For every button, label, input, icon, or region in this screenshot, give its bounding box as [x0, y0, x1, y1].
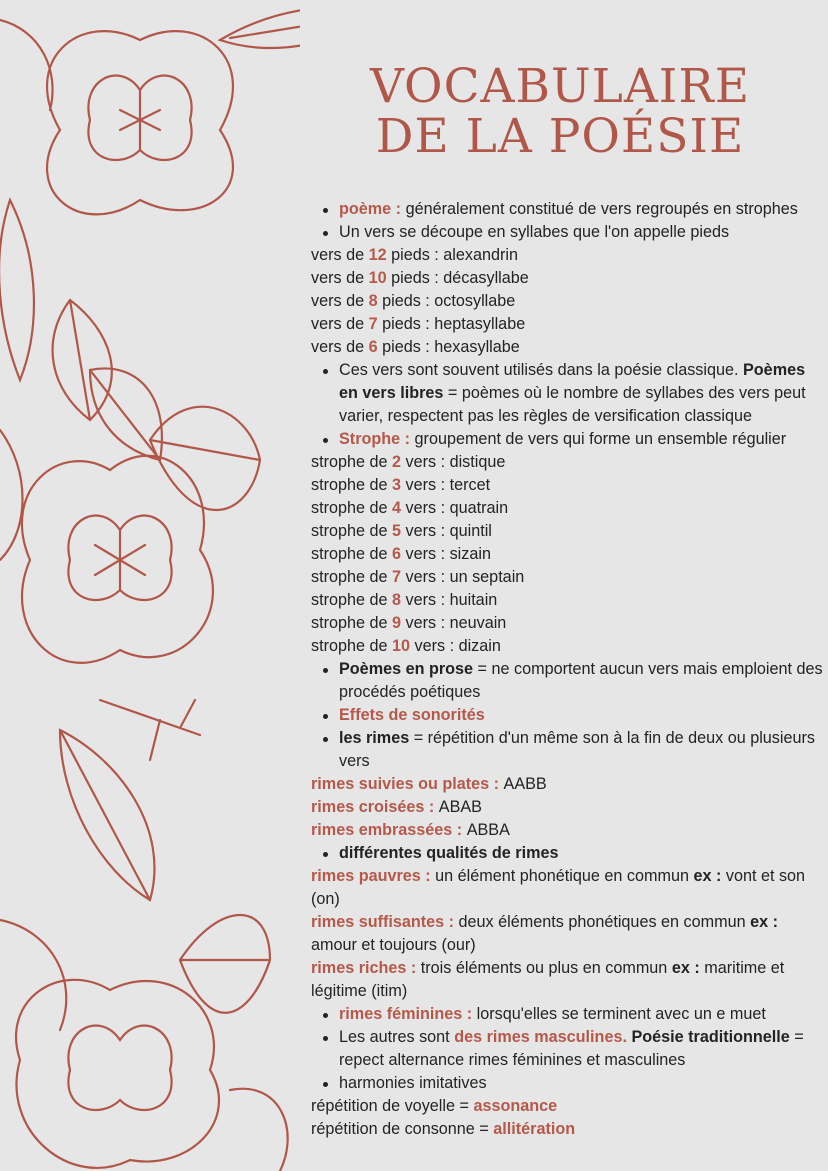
highlighted-term: poème :	[339, 200, 406, 218]
text-segment: vers : tercet	[401, 476, 491, 494]
text-segment: répétition de voyelle =	[311, 1097, 474, 1115]
highlighted-term: 10	[368, 269, 387, 287]
text-line	[311, 497, 825, 520]
highlighted-term: 7	[392, 568, 402, 586]
bold-term: ex :	[750, 913, 779, 931]
text-segment: = poèmes où le nombre de syllabes des vers peut varier, respectent pas les règles de versification classique	[339, 384, 806, 425]
title-line-2: DE LA POÉSIE	[375, 109, 745, 164]
text-segment: vers de	[311, 292, 369, 310]
text-segment: groupement de vers qui forme un ensemble régulier	[414, 430, 787, 448]
highlighted-term: rimes suivies ou plates :	[311, 775, 504, 793]
text-segment: strophe de	[311, 453, 392, 471]
text-segment: vers : un septain	[401, 568, 525, 586]
bullet-item	[311, 428, 825, 451]
text-segment: vers de	[311, 338, 369, 356]
magnolia-illustration	[0, 0, 300, 1171]
text-line	[311, 451, 825, 474]
highlighted-term: 7	[368, 315, 378, 333]
text-segment: vers : sizain	[401, 545, 491, 563]
bold-term: Poésie traditionnelle	[631, 1028, 790, 1046]
bold-term: ex :	[671, 959, 700, 977]
highlighted-term: rimes riches :	[311, 959, 421, 977]
text-line	[311, 1118, 825, 1141]
highlighted-term: 12	[368, 246, 387, 264]
highlighted-term: 10	[392, 637, 411, 655]
text-segment: Les autres sont	[339, 1028, 455, 1046]
bullet-item	[311, 727, 825, 773]
text-segment: AABB	[503, 775, 547, 793]
text-segment: strophe de	[311, 568, 392, 586]
text-segment: vers de	[311, 315, 369, 333]
text-segment: lorsqu'elles se terminent avec un e muet	[476, 1005, 766, 1023]
text-segment: vers : huitain	[401, 591, 498, 609]
title-line-1: VOCABULAIRE	[369, 59, 751, 114]
text-segment: strophe de	[311, 591, 392, 609]
bold-term: ex :	[693, 867, 722, 885]
bullet-item	[311, 658, 825, 704]
text-segment: trois éléments ou plus en commun	[420, 959, 672, 977]
bullet-item	[311, 198, 825, 221]
text-segment: vers : quatrain	[401, 499, 509, 517]
text-segment: répétition de consonne =	[311, 1120, 494, 1138]
highlighted-term: 2	[392, 453, 402, 471]
text-segment: vont et son (on)	[311, 867, 806, 908]
highlighted-term: 8	[392, 591, 402, 609]
text-segment: pieds : heptasyllabe	[377, 315, 526, 333]
text-segment: un élément phonétique en commun	[435, 867, 694, 885]
bold-term: Poèmes en prose	[339, 660, 474, 678]
flower-bottom	[0, 915, 288, 1171]
bullet-item	[311, 842, 825, 865]
text-line	[311, 566, 825, 589]
text-segment: ABBA	[466, 821, 510, 839]
vocabulary-list	[311, 198, 825, 1141]
text-line	[311, 957, 825, 1003]
text-line	[311, 635, 825, 658]
text-segment: vers : neuvain	[401, 614, 507, 632]
text-line	[311, 865, 825, 911]
highlighted-term: 3	[392, 476, 402, 494]
text-line	[311, 267, 825, 290]
highlighted-term: 6	[392, 545, 402, 563]
text-line	[311, 589, 825, 612]
text-segment: pieds : octosyllabe	[377, 292, 516, 310]
bold-term: Poèmes en vers libres	[339, 361, 806, 402]
text-segment: = répétition d'un même son à la fin de deux ou plusieurs vers	[339, 729, 815, 770]
bullet-item	[311, 1026, 825, 1072]
bullet-item	[311, 1003, 825, 1026]
text-segment: amour et toujours (our)	[311, 936, 476, 954]
text-line	[311, 520, 825, 543]
highlighted-term: rimes suffisantes :	[311, 913, 459, 931]
highlighted-term: assonance	[473, 1097, 558, 1115]
bold-term: différentes qualités de rimes	[339, 844, 559, 862]
highlighted-term: des rimes masculines.	[454, 1028, 627, 1046]
text-segment: Un vers se découpe en syllabes que l'on appelle pieds	[339, 223, 730, 241]
page-title	[330, 59, 790, 164]
highlighted-term: rimes embrassées :	[311, 821, 467, 839]
text-segment: vers de	[311, 269, 369, 287]
bullet-item	[311, 704, 825, 727]
text-line	[311, 543, 825, 566]
text-segment: strophe de	[311, 499, 392, 517]
text-line	[311, 474, 825, 497]
highlighted-term: 5	[392, 522, 402, 540]
text-segment: pieds : décasyllabe	[386, 269, 529, 287]
highlighted-term: rimes croisées :	[311, 798, 439, 816]
highlighted-term: 9	[392, 614, 402, 632]
text-segment: généralement constitué de vers regroupés en strophes	[405, 200, 798, 218]
text-segment: maritime et légitime (itim)	[311, 959, 785, 1000]
text-line	[311, 819, 825, 842]
highlighted-term: rimes féminines :	[339, 1005, 477, 1023]
bold-term: les rimes	[339, 729, 410, 747]
text-segment: strophe de	[311, 522, 392, 540]
text-line	[311, 773, 825, 796]
bullet-item	[311, 359, 825, 428]
highlighted-term: 6	[368, 338, 378, 356]
text-segment: vers : distique	[401, 453, 506, 471]
text-segment: deux éléments phonétiques en commun	[458, 913, 751, 931]
text-segment: strophe de	[311, 614, 392, 632]
text-line	[311, 244, 825, 267]
text-line	[311, 796, 825, 819]
text-segment: Ces vers sont souvent utilisés dans la poésie classique.	[339, 361, 743, 379]
bullet-item	[311, 1072, 825, 1095]
text-line	[311, 336, 825, 359]
flower-middle	[0, 368, 260, 900]
text-segment: = ne comportent aucun vers mais emploient des procédés poétiques	[339, 660, 823, 701]
text-segment: strophe de	[311, 476, 392, 494]
highlighted-term: rimes pauvres :	[311, 867, 436, 885]
highlighted-term: Effets de sonorités	[339, 706, 485, 724]
highlighted-term: allitération	[493, 1120, 576, 1138]
text-line	[311, 313, 825, 336]
text-segment: vers : quintil	[401, 522, 492, 540]
text-segment: strophe de	[311, 545, 392, 563]
highlighted-term: Strophe :	[339, 430, 415, 448]
text-segment: = repect alternance rimes féminines et masculines	[339, 1028, 804, 1069]
text-segment: strophe de	[311, 637, 392, 655]
text-segment: harmonies imitatives	[339, 1074, 487, 1092]
text-segment: pieds : hexasyllabe	[377, 338, 520, 356]
text-segment: ABAB	[438, 798, 482, 816]
text-line	[311, 290, 825, 313]
highlighted-term: 4	[392, 499, 402, 517]
text-segment: vers de	[311, 246, 369, 264]
highlighted-term: 8	[368, 292, 378, 310]
flower-top	[0, 6, 300, 420]
text-segment: vers : dizain	[410, 637, 501, 655]
bullet-item	[311, 221, 825, 244]
text-line	[311, 1095, 825, 1118]
text-segment: pieds : alexandrin	[386, 246, 518, 264]
text-line	[311, 612, 825, 635]
text-line	[311, 911, 825, 957]
